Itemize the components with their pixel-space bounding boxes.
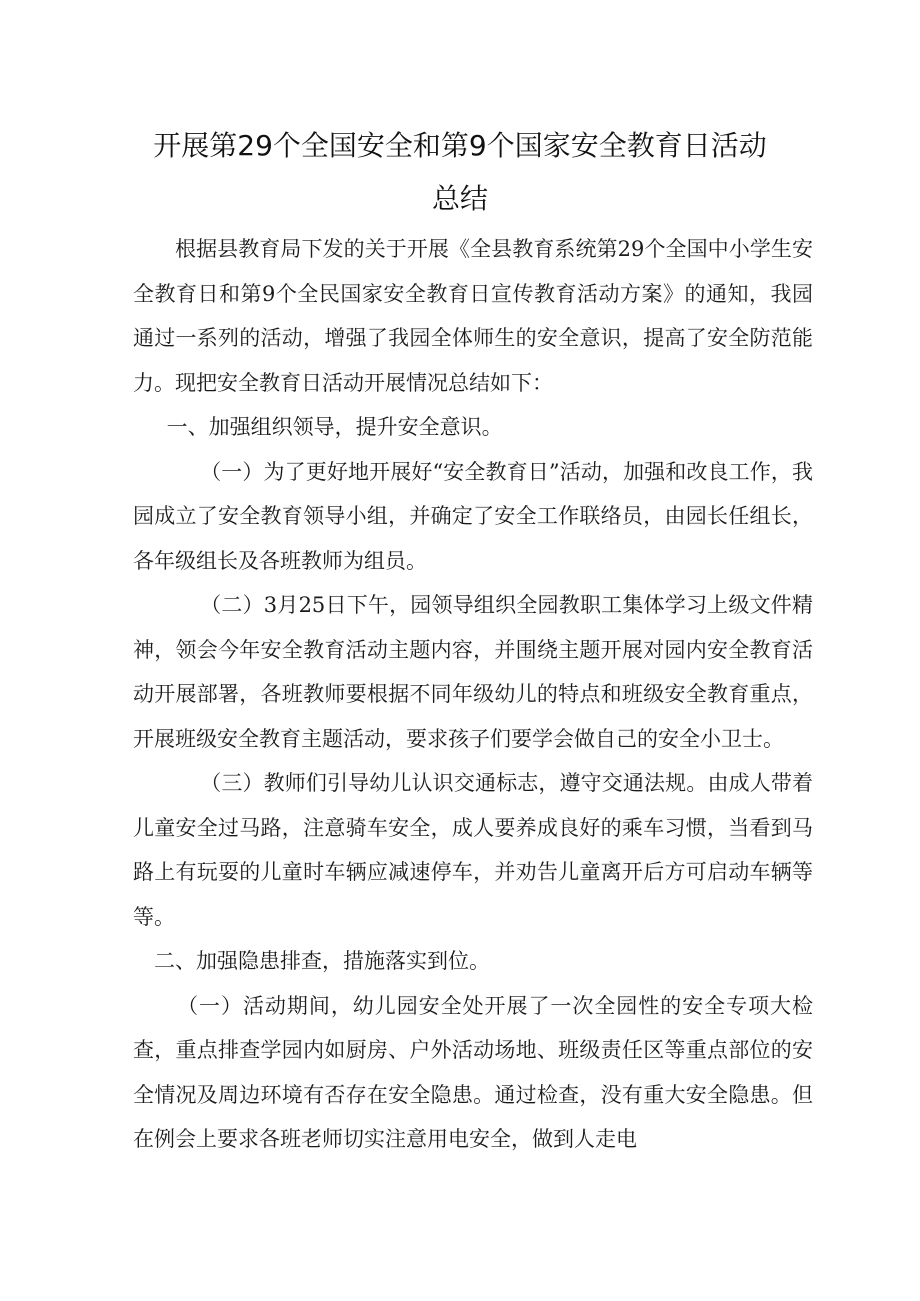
- section2-item1: （一）活动期间，幼儿园安全处开展了一次全园性的安全专项大检查，重点排查学园内如厨房、户外活动场地、班级责任区等重点部位的安全情况及周边环境有否存在安全隐患。通过检查，没有重大安全隐患。但在例会上要求各班老师切实注意用电安全，做到人走电: [133, 993, 813, 1151]
- section1-item3: （三）教师们引导幼儿认识交通标志，遵守交通法规。由成人带着儿童安全过马路，注意骑车安全，成人要养成良好的乘车习惯，当看到马路上有玩耍的儿童时车辆应减速停车，并劝告儿童离开后方可启动车辆等等。: [133, 771, 813, 929]
- section1-heading: 一、加强组织领导，提升安全意识。: [166, 415, 503, 439]
- document-body: [133, 227, 813, 1162]
- intro-paragraph: 根据县教育局下发的关于开展《全县教育系统第29个全国中小学生安全教育日和第9个全民国家安全教育日宣传教育活动方案》的通知，我园通过一系列的活动，增强了我园全体师生的安全意识，提高了安全防范能力。现把安全教育日活动开展情况总结如下：: [133, 237, 813, 395]
- section1-item2: （二）3月25日下午，园领导组织全园教职工集体学习上级文件精神，领会今年安全教育活动主题内容，并围绕主题开展对园内安全教育活动开展部署，各班教师要根据不同年级幼儿的特点和班级安全教育重点，开展班级安全教育主题活动，要求孩子们要学会做自己的安全小卫士。: [133, 593, 813, 751]
- document-title-line1: 开展第29个全国安全和第9个国家安全教育日活动: [153, 129, 767, 162]
- section2-heading: 二、加强隐患排查，措施落实到位。: [154, 949, 490, 973]
- document-title-line2: 总结: [431, 182, 488, 215]
- section1-item1: （一）为了更好地开展好“安全教育日”活动，加强和改良工作，我园成立了安全教育领导小组，并确定了安全工作联络员，由园长任组长，各年级组长及各班教师为组员。: [133, 459, 813, 573]
